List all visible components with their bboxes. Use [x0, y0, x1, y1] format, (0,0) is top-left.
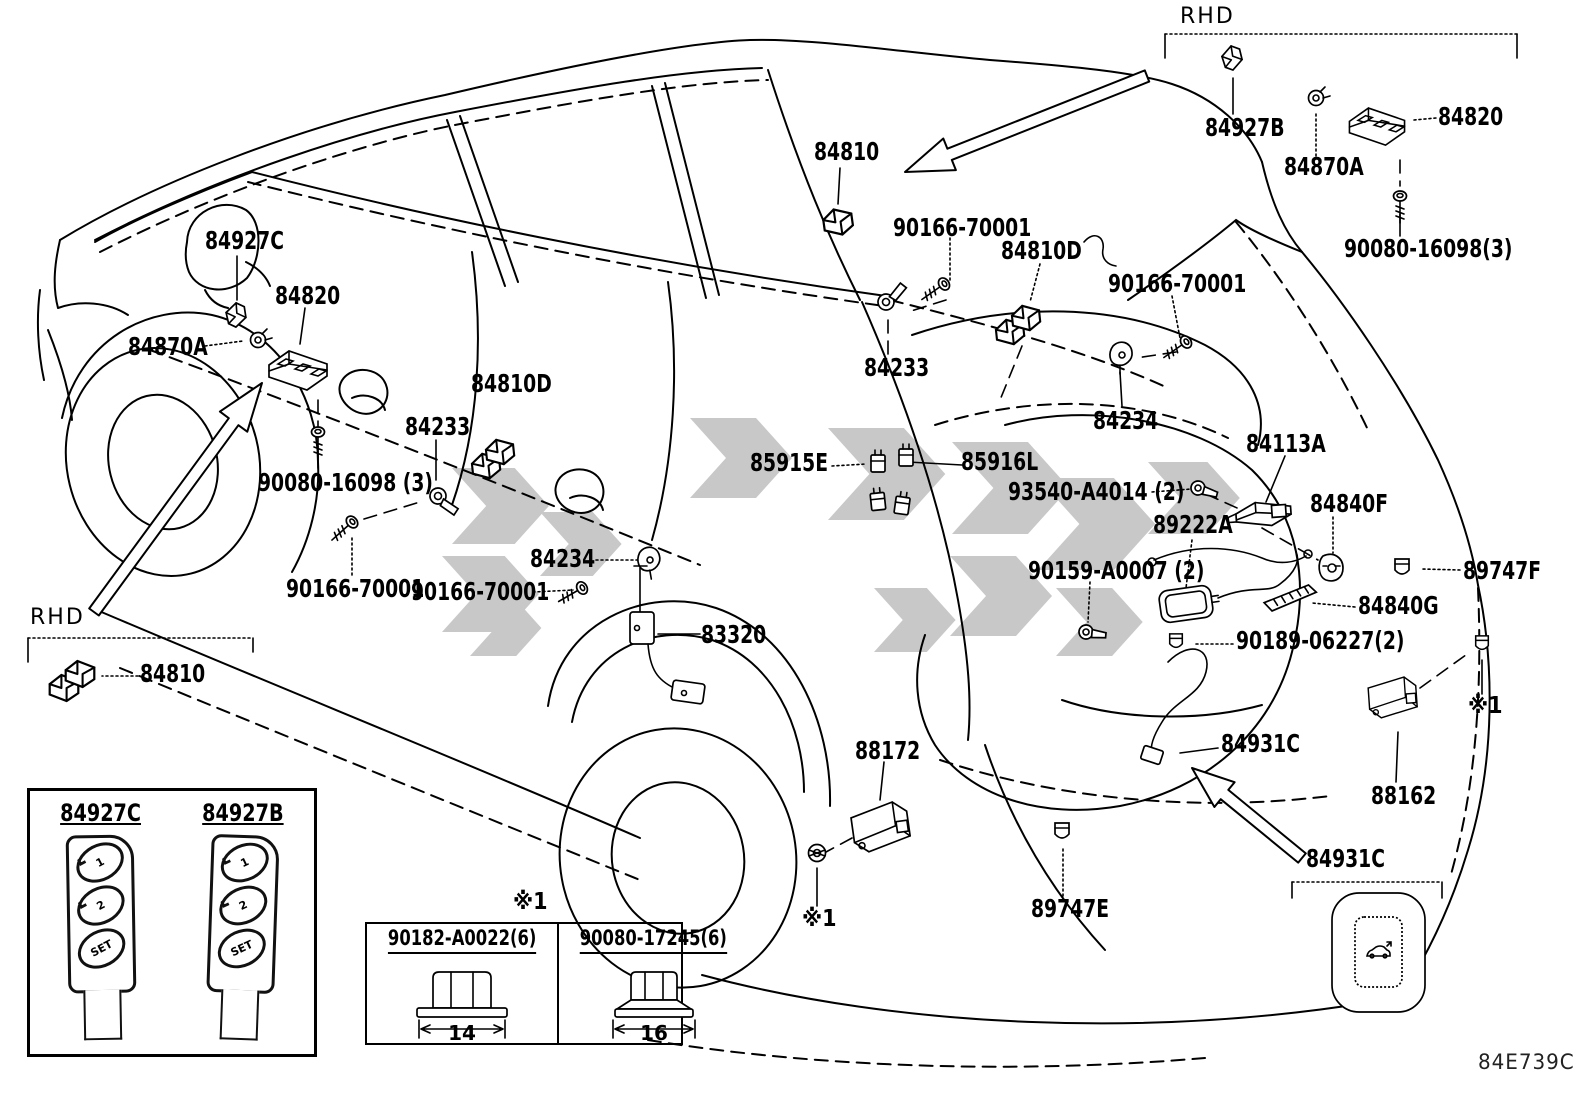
part-label-83320: 83320: [701, 620, 767, 649]
glyph-screw-90166-top: [918, 276, 952, 305]
glyph-nut-note1: [809, 845, 826, 862]
memory-button-2-label: 2: [236, 897, 250, 914]
glyph-ecu-88172: [850, 800, 912, 853]
glyph-switch-84233-right: [876, 279, 907, 314]
glyph-map-light-switch-84810-top: [822, 207, 854, 237]
glyph-screw-90166-mid2: [555, 580, 589, 607]
fastener-part-number-1: 90182-A0022(6): [388, 924, 536, 954]
glyph-window-master-switch-84820-right: [1349, 108, 1404, 145]
glyph-clip-90189: [1170, 634, 1183, 648]
part-label-85915e: 85915E: [750, 448, 829, 477]
part-label-84931c-box: 84931C: [1306, 844, 1385, 873]
part-label-note1-table: ※1: [513, 889, 548, 915]
glyph-ecu-88162: [1368, 676, 1418, 718]
part-label-84870a-l: 84870A: [128, 332, 208, 361]
part-label-rhd-left: RHD: [30, 605, 85, 630]
memory-button-2[interactable]: [213, 878, 274, 933]
nut-width-14: 14: [448, 1020, 477, 1042]
part-label-84840g: 84840G: [1358, 591, 1439, 620]
part-label-89747f: 89747F: [1463, 556, 1542, 585]
fastener-column-1: [367, 924, 559, 1043]
part-label-88172: 88172: [855, 736, 921, 765]
glyph-screw-90166-mid1: [328, 514, 360, 545]
fastener-column-2: [559, 924, 748, 1043]
glyph-wire-84931c: [1140, 649, 1207, 765]
part-label-90189-06227: 90189-06227(2): [1236, 626, 1405, 655]
glyph-84927b-connector: [1219, 44, 1245, 72]
part-label-diagram-code: 84E739C: [1478, 1050, 1575, 1074]
part-label-84820-l: 84820: [275, 281, 341, 310]
part-label-90166-70001-r: 90166-70001: [1108, 269, 1247, 298]
memory-button-1-label: 1: [238, 855, 251, 871]
part-label-note1-bl: ※1: [802, 906, 837, 932]
memory-button-1[interactable]: [214, 835, 275, 890]
nut-drawing-14: [367, 954, 557, 1043]
part-label-84810-top: 84810: [814, 137, 880, 166]
memory-button-2[interactable]: [70, 877, 132, 933]
part-label-84234-r: 84234: [1093, 406, 1159, 435]
glyph-switch-84113a: [1227, 500, 1292, 528]
fastener-table: [365, 922, 728, 1045]
memory-button-set[interactable]: [71, 920, 133, 976]
part-label-90080-16098-tr: 90080-16098(3): [1344, 234, 1513, 263]
arrow-top: [905, 70, 1149, 172]
part-label-84840f: 84840F: [1310, 489, 1389, 518]
part-label-84820-tr: 84820: [1438, 102, 1504, 131]
part-label-90159-a0007: 90159-A0007 (2): [1028, 556, 1205, 585]
part-label-88162: 88162: [1371, 781, 1437, 810]
liftgate-switch-inset: [1332, 893, 1425, 1012]
glyph-screw-90080-right: [1394, 191, 1407, 223]
part-label-90166-70001-m1: 90166-70001: [286, 574, 425, 603]
glyph-grommet-84870a-right: [1309, 87, 1331, 106]
seat-icon: [217, 896, 232, 911]
seat-switch-inset: [27, 788, 317, 1057]
part-label-note1-r: ※1: [1468, 693, 1503, 719]
part-label-84810-left: 84810: [140, 659, 206, 688]
memory-button-set-label: SET: [88, 937, 115, 960]
glyph-control-89222a: [1158, 584, 1221, 624]
glyph-screw-90166-right: [1160, 334, 1194, 363]
arrow-left: [89, 383, 262, 616]
part-label-93540-a4014: 93540-A4014 (2): [1008, 477, 1185, 506]
part-label-84234-m: 84234: [530, 544, 596, 573]
switch-connector-stub: [219, 989, 259, 1040]
switch-connector-stub: [83, 990, 122, 1041]
nut-width-16: 16: [639, 1020, 668, 1042]
memory-button-1-label: 1: [93, 854, 107, 871]
seat-memory-switch-84927c[interactable]: [65, 834, 136, 993]
seat-switch-label-84927b: 84927B: [202, 799, 284, 827]
memory-button-set-label: SET: [228, 937, 255, 960]
direction-arrows: [89, 70, 1306, 862]
part-label-90166-70001-top: 90166-70001: [893, 213, 1032, 242]
part-label-89222a: 89222A: [1153, 510, 1233, 539]
part-label-84233-l: 84233: [405, 412, 471, 441]
hex-nut-washer-drawing: [397, 956, 527, 1042]
memory-button-1[interactable]: [69, 834, 131, 890]
glyph-clip-89747e: [1055, 823, 1069, 838]
bracket-84810d: [1084, 236, 1116, 266]
glyph-clip-89747f: [1395, 559, 1409, 574]
arrow-bottom-right: [1192, 768, 1306, 863]
flange-nut-drawing: [589, 956, 719, 1042]
glyph-screw-90080-left: [312, 427, 325, 459]
watermark-logo: [442, 418, 1240, 656]
part-label-rhd-top: RHD: [1180, 4, 1235, 29]
memory-button-set[interactable]: [211, 921, 272, 976]
seat-switch-label-84927c: 84927C: [60, 799, 142, 827]
memory-button-2-label: 2: [94, 897, 108, 914]
glyph-84810-left: [66, 661, 95, 687]
part-label-84810d-l: 84810D: [471, 369, 552, 398]
part-label-90166-70001-m2: 90166-70001: [411, 577, 550, 606]
seat-icon: [74, 897, 89, 912]
glyph-switch-84840f: [1319, 554, 1343, 581]
part-label-84931c-r: 84931C: [1221, 729, 1300, 758]
seat-memory-switch-84927b[interactable]: [206, 834, 279, 994]
seat-icon: [218, 853, 233, 868]
glyph-window-master-switch-84820-left: [269, 351, 327, 390]
part-label-84927b-tr: 84927B: [1205, 113, 1285, 142]
part-label-89747e: 89747E: [1031, 894, 1110, 923]
part-label-84810d-r: 84810D: [1001, 236, 1082, 265]
part-label-90080-16098-l: 90080-16098 (3): [258, 468, 433, 497]
part-label-84233-r: 84233: [864, 353, 930, 382]
part-label-84870a-tr: 84870A: [1284, 152, 1364, 181]
nut-drawing-16: [559, 954, 748, 1043]
glyph-84927c-connector: [222, 301, 249, 329]
part-label-85916l: 85916L: [961, 447, 1039, 476]
glyph-clip-note1-right: [1476, 636, 1489, 650]
seat-icon: [73, 854, 88, 869]
part-label-84113a: 84113A: [1246, 429, 1326, 458]
liftgate-switch-button[interactable]: [1355, 917, 1402, 987]
part-label-84927c-tl: 84927C: [205, 226, 284, 255]
fastener-part-number-2: 90080-17245(6): [580, 924, 727, 954]
